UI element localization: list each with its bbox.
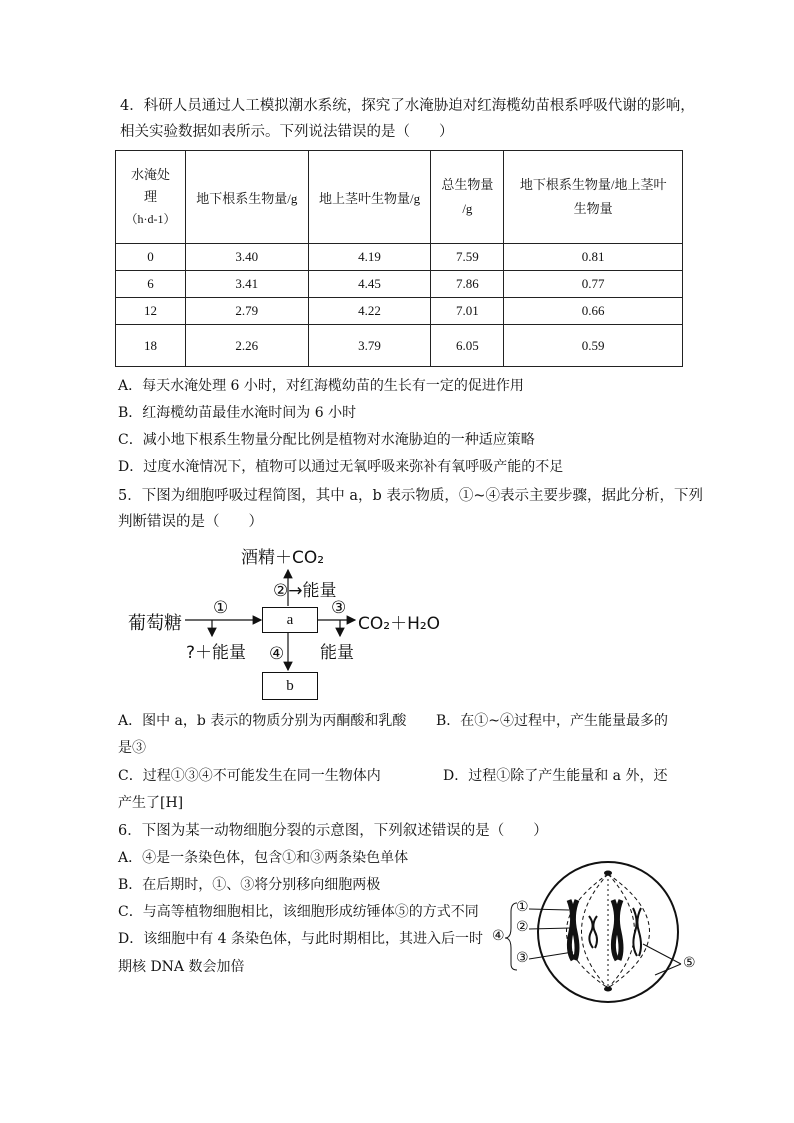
q4-stem-line1: 4．科研人员通过人工模拟潮水系统，探究了水淹胁迫对红海榄幼苗根系呼吸代谢的影响， — [120, 98, 695, 114]
q6-option-d[interactable]: D．该细胞中有 4 条染色体，与此时期相比，其进入后一时 — [118, 931, 484, 947]
box-b-label: b — [286, 678, 294, 694]
table-cell: 3.40 — [185, 244, 308, 271]
product-ethanol-co2: 酒精＋CO₂ — [241, 548, 325, 568]
header-text: 生物量 — [573, 201, 613, 216]
q4-option-b[interactable]: B．红海榄幼苗最佳水淹时间为 6 小时 — [118, 405, 357, 421]
table-cell: 7.01 — [431, 298, 504, 325]
step4-label: ④ — [269, 644, 285, 664]
label-4: ④ — [492, 928, 505, 944]
header-text: 水淹处 — [130, 167, 170, 182]
q5-stem-line1: 5．下图为细胞呼吸过程简图，其中 a，b 表示物质，①~④表示主要步骤，据此分析，下列 — [118, 488, 704, 504]
step2-energy-label: ②→能量 — [273, 581, 337, 601]
step3-label: ③ — [331, 598, 347, 618]
table-cell: 4.19 — [308, 244, 431, 271]
q4-stem-line2: 相关实验数据如表所示。下列说法错误的是（ ） — [120, 124, 454, 140]
q6-stem: 6．下图为某一动物细胞分裂的示意图，下列叙述错误的是（ ） — [118, 823, 548, 839]
q5-option-a[interactable]: A．图中 a，b 表示的物质分别为丙酮酸和乳酸 — [118, 713, 407, 729]
box-b — [262, 672, 318, 700]
step1-energy-label: ?＋能量 — [186, 643, 247, 663]
header-text: 总生物量 — [441, 177, 494, 192]
table-cell: 0.66 — [504, 298, 683, 325]
q6-option-c[interactable]: C．与高等植物细胞相比，该细胞形成纺锤体⑤的方式不同 — [118, 904, 479, 920]
q4-option-d[interactable]: D．过度水淹情况下，植物可以通过无氧呼吸来弥补有氧呼吸产能的不足 — [118, 459, 564, 475]
q4-option-c[interactable]: C．减小地下根系生物量分配比例是植物对水淹胁迫的一种适应策略 — [118, 432, 535, 448]
q4-option-a[interactable]: A．每天水淹处理 6 小时，对红海榄幼苗的生长有一定的促进作用 — [118, 378, 524, 394]
centrosome-top — [604, 871, 612, 876]
q5-option-b[interactable]: B．在①~④过程中，产生能量最多的 — [436, 713, 669, 729]
q5-option-d[interactable]: D．过程①除了产生能量和 a 外，还 — [443, 768, 668, 784]
q5-option-b-cont: 是③ — [118, 740, 146, 756]
label-2: ② — [516, 919, 529, 935]
box-a-label: a — [286, 612, 294, 628]
table-cell: 4.45 — [308, 271, 431, 298]
table-cell: 6.05 — [431, 325, 504, 367]
table-cell: 7.86 — [431, 271, 504, 298]
header-text: 地上茎叶生物量/g — [318, 190, 421, 206]
label-1: ① — [516, 899, 529, 915]
table-cell: 3.41 — [185, 271, 308, 298]
table-cell: 2.26 — [185, 325, 308, 367]
table-cell: 0.81 — [504, 244, 683, 271]
table-cell: 4.22 — [308, 298, 431, 325]
glucose-label: 葡萄糖 — [128, 613, 182, 634]
step3-energy-label: 能量 — [320, 643, 354, 663]
product-co2-h2o: CO₂＋H₂O — [358, 614, 441, 634]
q6-option-d-cont: 期核 DNA 数会加倍 — [118, 959, 245, 975]
header-text: （h·d-1） — [125, 212, 176, 226]
label-5: ⑤ — [683, 955, 696, 971]
q5-stem-line2: 判断错误的是（ ） — [118, 514, 263, 530]
table-cell: 2.79 — [185, 298, 308, 325]
q5-option-d-cont: 产生了[H] — [118, 795, 184, 811]
q5-option-c[interactable]: C．过程①③④不可能发生在同一生物体内 — [118, 768, 381, 784]
header-text: 地下根系生物量/地上茎叶 — [519, 177, 667, 192]
header-text: 地下根系生物量/g — [196, 190, 298, 206]
table-cell: 12 — [116, 298, 186, 325]
box-a — [262, 607, 318, 633]
centrosome-bottom — [604, 987, 612, 992]
label-3: ③ — [516, 950, 529, 966]
header-text: 理 — [143, 189, 157, 204]
step1-label: ① — [213, 598, 229, 618]
table-cell: 3.79 — [308, 325, 431, 367]
q6-option-a[interactable]: A．④是一条染色体，包含①和③两条染色单体 — [118, 850, 409, 866]
table-cell: 0 — [116, 244, 186, 271]
q6-option-b[interactable]: B．在后期时，①、③将分别移向细胞两极 — [118, 877, 381, 893]
cell-drawing — [485, 860, 715, 1010]
table-cell: 6 — [116, 271, 186, 298]
table-cell: 7.59 — [431, 244, 504, 271]
table-cell: 0.77 — [504, 271, 683, 298]
table-cell: 0.59 — [504, 325, 683, 367]
header-text: /g — [462, 201, 473, 216]
table-cell: 18 — [116, 325, 186, 367]
